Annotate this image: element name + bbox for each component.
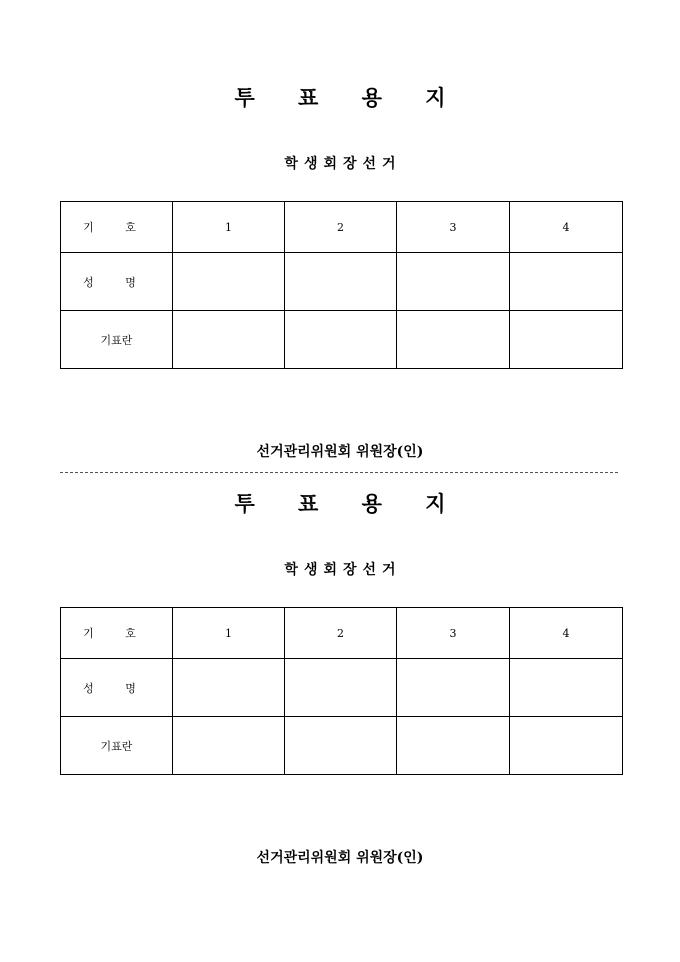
candidate-number-4: 4 (510, 202, 623, 253)
mark-cell-2[interactable] (285, 311, 397, 369)
election-subtitle: 학생회장선거 (284, 562, 402, 578)
mark-cell-4[interactable] (510, 717, 623, 775)
mark-cell-3[interactable] (397, 311, 510, 369)
name-label: 성 명 (61, 253, 173, 311)
ballot-title: 투 표 용 지 (234, 491, 464, 516)
candidate-number-2: 2 (285, 608, 397, 659)
candidate-name-cell-3 (397, 659, 510, 717)
mark-label: 기표란 (61, 717, 173, 775)
ballot-table (60, 607, 623, 775)
mark-row (61, 311, 623, 369)
committee-signature: 선거관리위원회 위원장(인) (256, 850, 424, 866)
mark-cell-3[interactable] (397, 717, 510, 775)
election-subtitle: 학생회장선거 (284, 156, 402, 172)
mark-label: 기표란 (61, 311, 173, 369)
mark-row (61, 717, 623, 775)
mark-cell-2[interactable] (285, 717, 397, 775)
candidate-name-cell-2 (285, 253, 397, 311)
symbol-label: 기 호 (61, 608, 173, 659)
name-row (61, 659, 623, 717)
candidate-name-cell-3 (397, 253, 510, 311)
symbol-label: 기 호 (61, 202, 173, 253)
candidate-name-cell-1 (173, 253, 285, 311)
candidate-name-cell-4 (510, 659, 623, 717)
candidate-name-cell-1 (173, 659, 285, 717)
mark-cell-4[interactable] (510, 311, 623, 369)
mark-cell-1[interactable] (173, 717, 285, 775)
symbol-row (61, 202, 623, 253)
candidate-name-cell-2 (285, 659, 397, 717)
candidate-number-3: 3 (397, 608, 510, 659)
symbol-row (61, 608, 623, 659)
committee-signature: 선거관리위원회 위원장(인) (256, 444, 424, 460)
candidate-number-1: 1 (173, 608, 285, 659)
candidate-number-2: 2 (285, 202, 397, 253)
name-label: 성 명 (61, 659, 173, 717)
ballot-table (60, 201, 623, 369)
candidate-number-4: 4 (510, 608, 623, 659)
name-row (61, 253, 623, 311)
cut-line-divider (60, 472, 618, 473)
candidate-name-cell-4 (510, 253, 623, 311)
ballot-title: 투 표 용 지 (234, 85, 464, 110)
candidate-number-3: 3 (397, 202, 510, 253)
mark-cell-1[interactable] (173, 311, 285, 369)
candidate-number-1: 1 (173, 202, 285, 253)
